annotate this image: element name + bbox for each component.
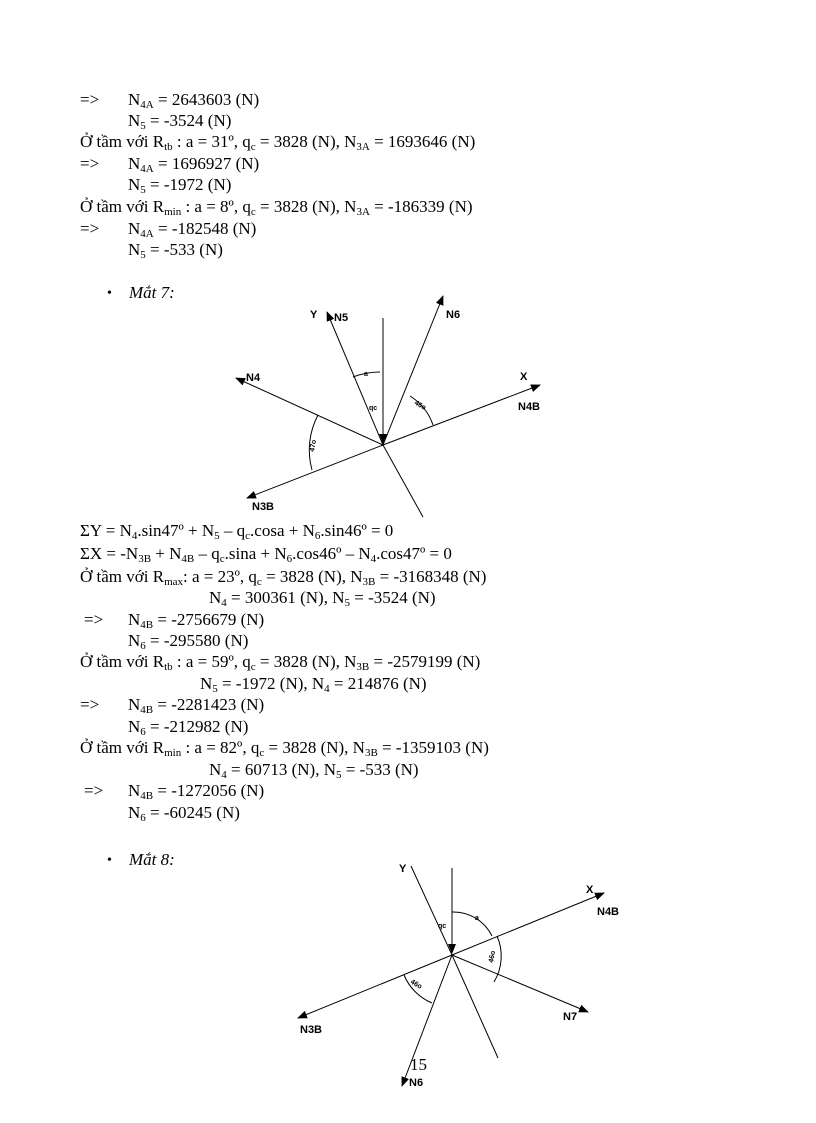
- y-axis-label: Y: [310, 309, 318, 321]
- n7-label: N7: [563, 1011, 578, 1023]
- rtb-condition: Ở tầm với $R_{tb}$ : a = 31º, $q_c = 3828$ (N), $N_{3A} = 1693646$ (N): [80, 132, 476, 153]
- n3b-force-line: [298, 955, 452, 1018]
- implies-arrow: =>: [80, 90, 100, 109]
- n4a-result: $N_{4A} = 1696927$ (N): [128, 154, 260, 175]
- n6-label: N6: [446, 309, 461, 321]
- n4b-result: $N_{4B} = -2756679$ (N): [128, 610, 265, 631]
- n5-result: $N_5 = -3524$ (N): [128, 111, 232, 132]
- n4b-result: $N_{4B} = -2281423$ (N): [128, 695, 265, 716]
- n7-force-line: [452, 955, 588, 1012]
- rmin-known-forces: $N_4 = 60713$ (N), $N_5 = -533$ (N): [209, 760, 419, 781]
- n5-result: $N_5 = -533$ (N): [128, 240, 223, 261]
- angle-a-arc: [452, 912, 492, 936]
- n4a-result: $N_{4A} = -182548$ (N): [128, 219, 257, 240]
- angle-a-label: a: [475, 915, 479, 922]
- rtb-condition: Ở tầm với $R_{tb}$ : a = 59º, $q_c = 3828$ (N), $N_{3B} = -2579199$ (N): [80, 652, 481, 673]
- qc-label: qc: [438, 923, 447, 930]
- mat8-heading: Mắt 8:: [129, 850, 175, 869]
- angle-47-label: 47o: [309, 439, 319, 453]
- n4-label: N4: [246, 372, 261, 384]
- angle-46b-label: 46o: [409, 978, 423, 991]
- x-axis-line: [452, 893, 604, 955]
- rmin-condition: Ở tầm với $R_{min}$ : a = 82º, $q_c = 3828$ (N), $N_{3B} = -1359103$ (N): [80, 738, 489, 759]
- n4b-label: N4B: [518, 401, 541, 413]
- rmin-condition: Ở tầm với $R_{min}$ : a = 8º, $q_c = 3828$ (N), $N_{3A} = -186339$ (N): [80, 197, 473, 218]
- n5-result: $N_5 = -1972$ (N): [128, 175, 232, 196]
- implies-arrow: =>: [80, 219, 100, 238]
- n4b-label: N4B: [597, 906, 620, 918]
- implies-arrow: =>: [80, 695, 100, 714]
- n3b-label: N3B: [300, 1024, 323, 1036]
- n4a-result: $N_{4A} = 2643603$ (N): [128, 90, 260, 111]
- y-axis-extension: [452, 955, 498, 1058]
- mat7-heading: Mắt 7:: [129, 283, 175, 302]
- n6-result: $N_6 = -60245$ (N): [128, 803, 240, 824]
- implies-arrow: =>: [80, 154, 100, 173]
- sum-x-equation: $\Sigma X = -N_{3B} + N_{4B} - q_c.\sin a$ + $N_6.\cos 46º$ – $N_4.\cos 47º = 0$: [80, 544, 452, 565]
- rmax-known-forces: $N_4 = 300361$ (N), $N_5 = -3524$ (N): [209, 588, 436, 609]
- rtb-known-forces: $N_5 = -1972$ (N), $N_4 = 214876$ (N): [200, 674, 427, 695]
- qc-label: qc: [369, 405, 378, 412]
- implies-arrow: =>: [84, 781, 104, 800]
- n6-result: $N_6 = -212982$ (N): [128, 717, 249, 738]
- x-axis-label: X: [520, 371, 528, 383]
- angle-a-label: a: [364, 371, 368, 378]
- page-number: 15: [410, 1055, 427, 1074]
- angle-46-label: 46o: [413, 399, 427, 412]
- y-axis-label: Y: [399, 863, 407, 875]
- sum-y-equation: $\Sigma Y = N_4.\sin 47º + N_5 - q_c.\cos a$ + $N_6.\sin 46º = 0$: [80, 521, 394, 542]
- y-axis-line: [411, 866, 452, 955]
- n6-result: $N_6 = -295580$ (N): [128, 631, 249, 652]
- implies-arrow: =>: [84, 610, 104, 629]
- n4b-result: $N_{4B} = -1272056$ (N): [128, 781, 265, 802]
- rmax-condition: Ở tầm với $R_{max}$: a = 23º, $q_c = 3828$ (N), $N_{3B} = -3168348$ (N): [80, 567, 487, 588]
- n6-label: N6: [409, 1077, 424, 1089]
- angle-46-label: 46o: [488, 950, 498, 964]
- bullet: •: [107, 286, 112, 301]
- bullet: •: [107, 853, 112, 868]
- x-axis-label: X: [586, 884, 594, 896]
- n5-label: N5: [334, 312, 349, 324]
- n3b-label: N3B: [252, 501, 275, 513]
